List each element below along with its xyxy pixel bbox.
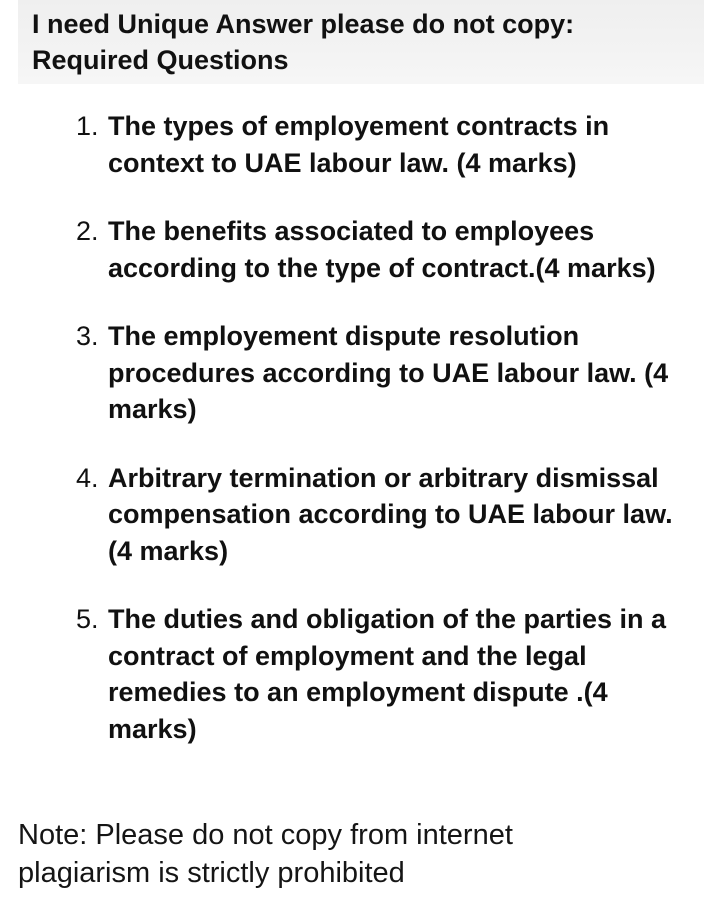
question-item [76, 213, 696, 286]
question-number: 5. [76, 604, 99, 634]
question-number: 3. [76, 321, 99, 351]
question-number: 1. [76, 111, 99, 141]
question-item [76, 460, 696, 570]
question-text: Arbitrary termination or arbitrary dismissal compensation according to UAE labour law. (4 marks) [108, 462, 673, 566]
request-heading: I need Unique Answer please do not copy: [32, 9, 575, 39]
question-text: The employement dispute resolution procedures according to UAE labour law. (4 marks) [108, 321, 669, 424]
question-item [76, 108, 696, 181]
plagiarism-note [18, 816, 708, 892]
question-item [76, 318, 696, 428]
questions-list [76, 108, 696, 779]
question-number: 2. [76, 216, 99, 246]
section-title: Required Questions [32, 45, 289, 75]
question-text: The benefits associated to employees according to the type of contract.(4 marks) [108, 216, 656, 283]
header-band [18, 0, 704, 84]
note-line: Note: Please do not copy from internet [18, 819, 513, 851]
note-line: plagiarism is strictly prohibited [18, 857, 405, 889]
question-number: 4. [76, 462, 99, 493]
question-text: The types of employement contracts in context to UAE labour law. (4 marks) [108, 111, 610, 178]
question-item [76, 601, 696, 747]
question-text: The duties and obligation of the parties in a contract of employment and the legal remedies to an employment dispute .(4 marks) [108, 604, 667, 744]
